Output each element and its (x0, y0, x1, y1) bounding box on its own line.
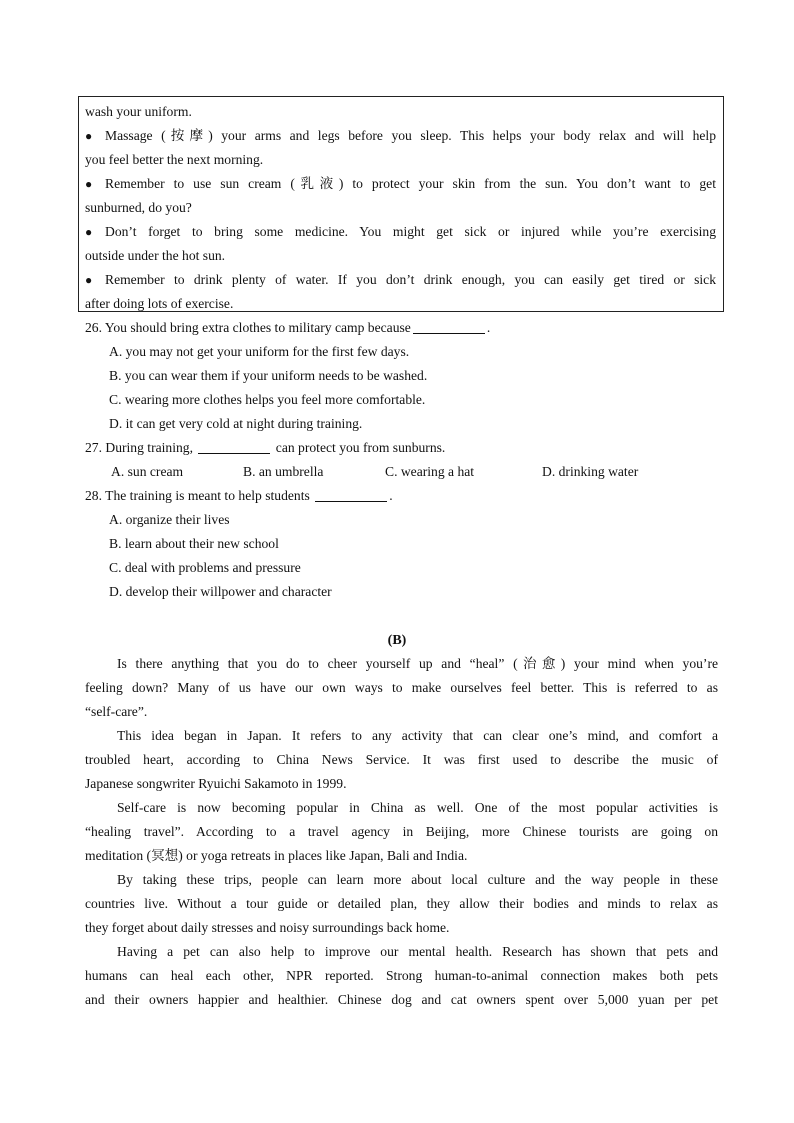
tip-medicine-line2: outside under the hot sun. (85, 248, 226, 263)
tip-water-line1: ● Remember to drink plenty of water. If you don’t drink enough, you can easily get tired or sick (85, 268, 716, 292)
option-28a: A. organize their lives (109, 512, 230, 527)
tip-sun-cream-line1: ● Remember to use sun cream (乳液) to protect your skin from the sun. You don’t want to get (85, 172, 716, 196)
article-line: feeling down? Many of us have our own ways to make ourselves feel better. This is referred to as (85, 680, 718, 695)
question-26 (85, 316, 720, 436)
tips-line: wash your uniform. (85, 104, 192, 119)
answer-blank (413, 319, 485, 334)
question-28-stem: 28. The training is meant to help students . (85, 488, 393, 503)
question-26-stem: 26. You should bring extra clothes to military camp because . (85, 320, 491, 335)
option-26a: A. you may not get your uniform for the first few days. (109, 344, 410, 359)
article-line: they forget about daily stresses and noisy surroundings back home. (85, 920, 450, 935)
section-b-title: (B) (387, 633, 407, 648)
tip-water-line2: after doing lots of exercise. (85, 296, 234, 311)
tip-medicine-line1: ● Don’t forget to bring some medicine. You might get sick or injured while you’re exercising (85, 220, 716, 244)
article-line: Having a pet can also help to improve our mental health. Research has shown that pets and (117, 944, 718, 959)
article-line: By taking these trips, people can learn more about local culture and the way people in these (117, 872, 718, 887)
article-line: Japanese songwriter Ryuichi Sakamoto in 1999. (85, 776, 347, 791)
tip-massage-line1: ● Massage (按摩) your arms and legs before you sleep. This helps your body relax and will help (85, 124, 716, 148)
article-line: and their owners happier and healthier. Chinese dog and cat owners spent over 5,000 yuan per pet (85, 992, 718, 1007)
article-line: This idea began in Japan. It refers to any activity that can clear one’s mind, and comfort a (117, 728, 718, 743)
answer-blank (198, 439, 270, 454)
option-26c: C. wearing more clothes helps you feel more comfortable. (109, 392, 426, 407)
option-28d: D. develop their willpower and character (109, 584, 332, 599)
section-b-article (85, 652, 718, 1012)
article-line: troubled heart, according to China News Service. It was first used to describe the music of (85, 752, 718, 767)
option-27c: C. wearing a hat (385, 464, 475, 479)
tip-sun-cream-line2: sunburned, do you? (85, 200, 192, 215)
question-27 (85, 436, 720, 484)
article-line: humans can heal each other, NPR reported. Strong human-to-animal connection makes both pets (85, 968, 718, 983)
option-28c: C. deal with problems and pressure (109, 560, 301, 575)
option-28b: B. learn about their new school (109, 536, 279, 551)
option-26d: D. it can get very cold at night during training. (109, 416, 363, 431)
question-27-stem: 27. During training, can protect you from sunburns. (85, 440, 446, 455)
option-27a: A. sun cream (111, 464, 184, 479)
article-line: Self-care is now becoming popular in China as well. One of the most popular activities is (117, 800, 718, 815)
answer-blank (315, 487, 387, 502)
question-28 (85, 484, 720, 604)
bullet-icon: ● (85, 129, 93, 143)
option-26b: B. you can wear them if your uniform needs to be washed. (109, 368, 428, 383)
option-27b: B. an umbrella (243, 464, 324, 479)
tip-massage-line2: you feel better the next morning. (85, 152, 264, 167)
article-line: “healing travel”. According to a travel agency in Beijing, more Chinese tourists are going on (85, 824, 718, 839)
article-line: Is there anything that you do to cheer yourself up and “heal” (治愈) your mind when you’re (117, 656, 718, 671)
bullet-icon: ● (85, 273, 93, 287)
article-line: countries live. Without a tour guide or detailed plan, they allow their bodies and minds to relax as (85, 896, 718, 911)
article-line: “self-care”. (85, 704, 148, 719)
option-27d: D. drinking water (542, 464, 639, 479)
bullet-icon: ● (85, 225, 93, 239)
question-27-options (85, 460, 720, 484)
bullet-icon: ● (85, 177, 93, 191)
tips-box (78, 96, 724, 312)
article-line: meditation (冥想) or yoga retreats in places like Japan, Bali and India. (85, 848, 468, 863)
